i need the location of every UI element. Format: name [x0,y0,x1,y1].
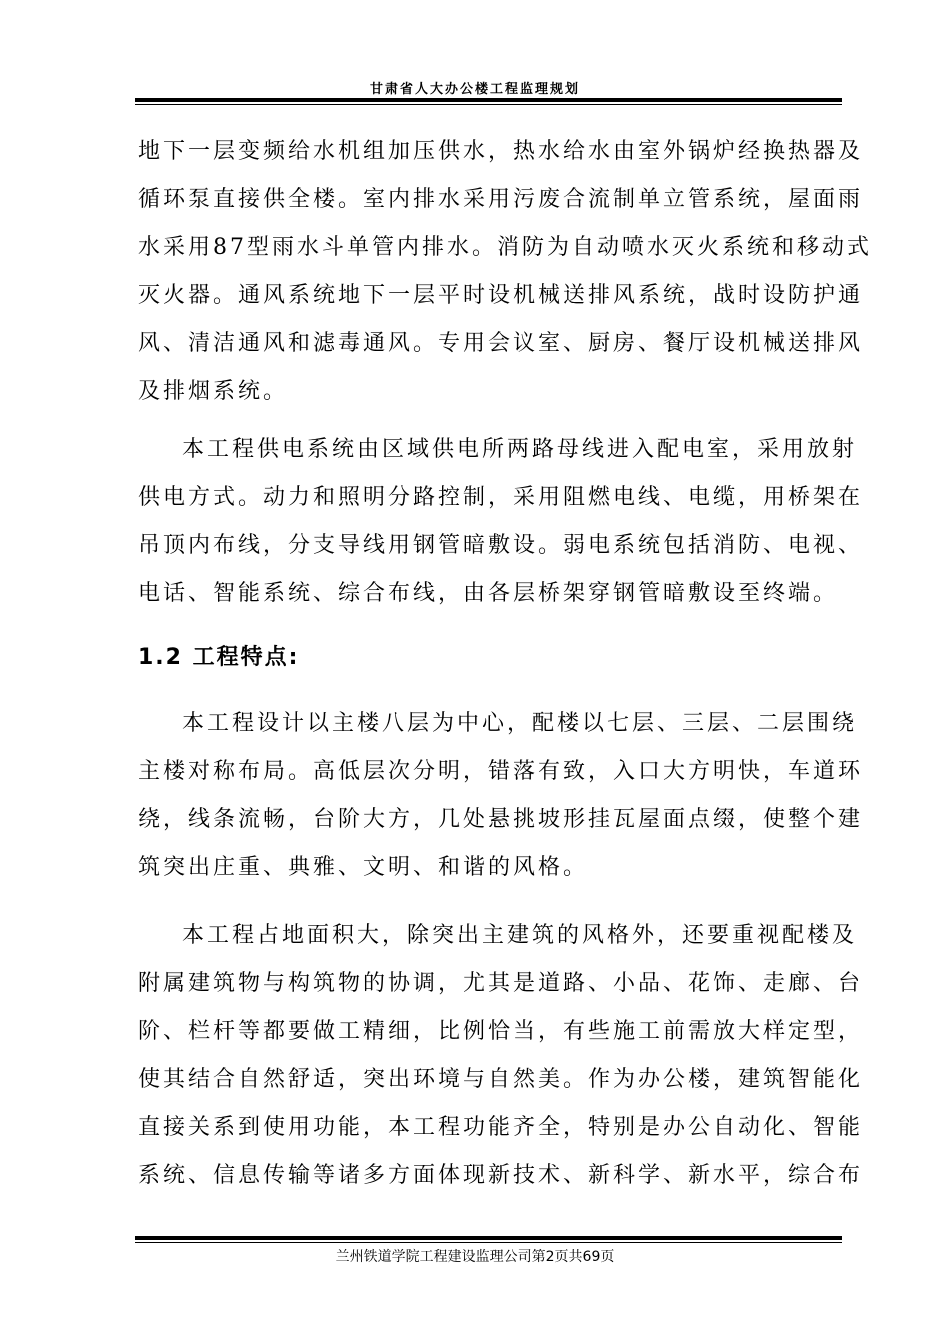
text-line: 水采用87型雨水斗单管内排水。消防为自动喷水灭火系统和移动式 [138,235,872,260]
text-line: 直接关系到使用功能，本工程功能齐全，特别是办公自动化、智能 [138,1115,864,1140]
text-line: 本工程供电系统由区域供电所两路母线进入配电室，采用放射 [182,437,858,462]
paragraph-water-supply [138,128,872,416]
text-line: 风、清洁通风和滤毒通风。专用会议室、厨房、餐厅设机械送排风 [138,331,864,356]
text-line: 电话、智能系统、综合布线，由各层桥架穿钢管暗敷设至终端。 [138,581,839,606]
text-line: 本工程设计以主楼八层为中心，配楼以七层、三层、二层围绕 [182,711,858,736]
text-line: 系统、信息传输等诸多方面体现新技术、新科学、新水平，综合布 [138,1163,864,1188]
text-line: 本工程占地面积大，除突出主建筑的风格外，还要重视配楼及 [182,923,858,948]
header-rule-thick [135,98,842,102]
header-rule-thin [135,104,842,105]
text-line: 地下一层变频给水机组加压供水，热水给水由室外锅炉经换热器及 [138,139,864,164]
section-heading: 1.2 工程特点: [138,645,300,670]
text-line: 及排烟系统。 [138,379,289,404]
footer-rule-thick [135,1236,842,1240]
text-line: 绕，线条流畅，台阶大方，几处悬挑坡形挂瓦屋面点缀，使整个建 [138,807,864,832]
footer-rule-thin [135,1242,842,1243]
paragraph-design-features [138,700,864,892]
text-line: 筑突出庄重、典雅、文明、和谐的风格。 [138,855,589,880]
text-line: 附属建筑物与构筑物的协调，尤其是道路、小品、花饰、走廊、台 [138,971,864,996]
text-line: 阶、栏杆等都要做工精细，比例恰当，有些施工前需放大样定型， [138,1019,864,1044]
text-line: 吊顶内布线，分支导线用钢管暗敷设。弱电系统包括消防、电视、 [138,533,864,558]
text-line: 主楼对称布局。高低层次分明，错落有致，入口大方明快，车道环 [138,759,864,784]
text-line: 使其结合自然舒适，突出环境与自然美。作为办公楼，建筑智能化 [138,1067,864,1092]
footer-text: 兰州铁道学院工程建设监理公司第2页共69页 [335,1249,615,1265]
text-line: 循环泵直接供全楼。室内排水采用污废合流制单立管系统，屋面雨 [138,187,864,212]
text-line: 供电方式。动力和照明分路控制，采用阻燃电线、电缆，用桥架在 [138,485,864,510]
paragraph-site-features [138,912,864,1200]
text-line: 灭火器。通风系统地下一层平时设机械送排风系统，战时设防护通 [138,283,864,308]
paragraph-power-supply [138,426,864,618]
header-title: 甘肃省人大办公楼工程监理规划 [369,82,580,97]
